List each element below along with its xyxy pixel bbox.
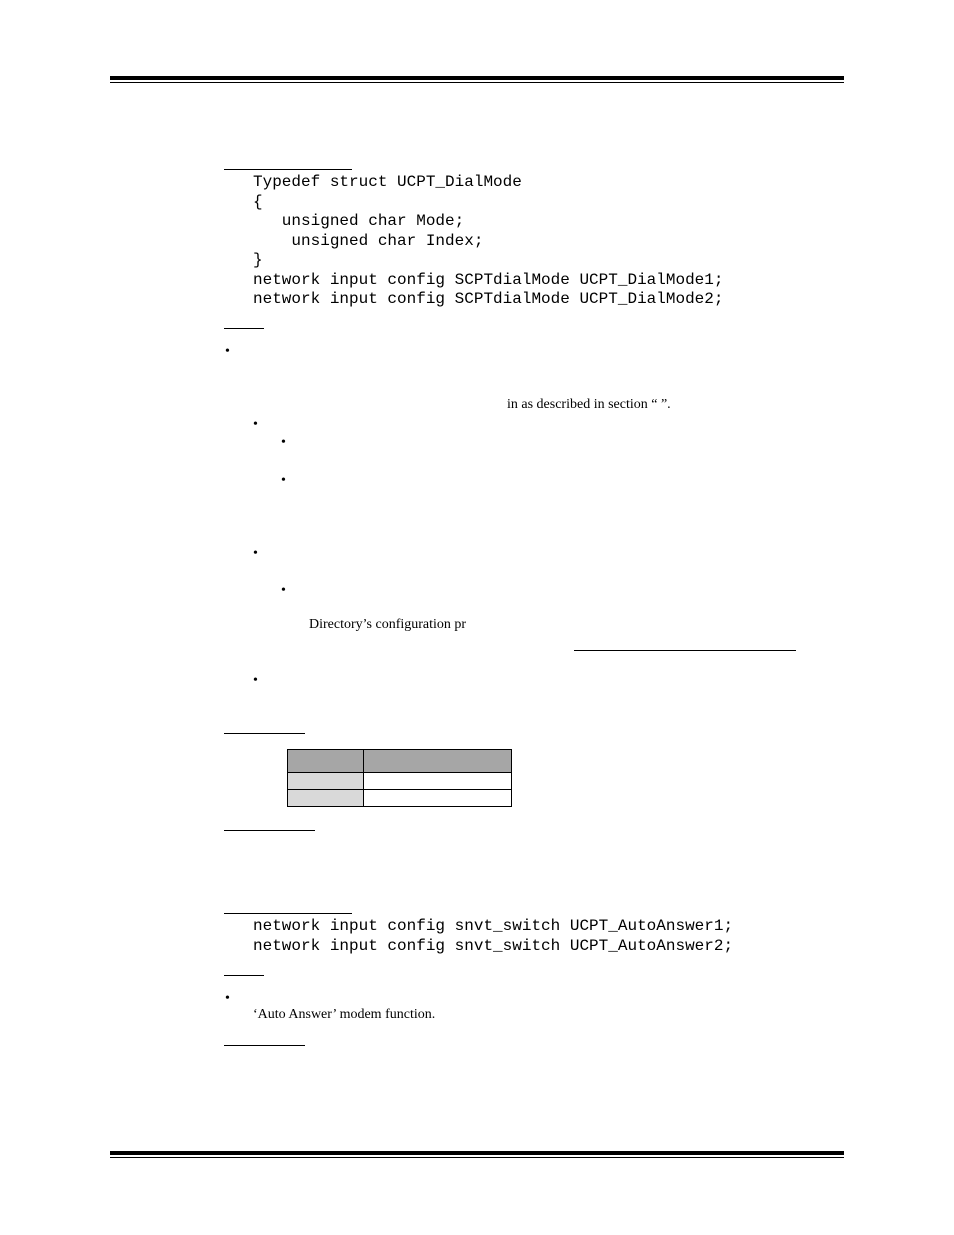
values-heading-underline — [224, 1045, 305, 1046]
code-line: network input config snvt_switch UCPT_AutoAnswer1; — [253, 917, 734, 935]
bullet-icon: • — [225, 344, 230, 359]
bullet-icon: • — [225, 991, 230, 1006]
link-underline — [574, 650, 796, 651]
bullet-icon: • — [253, 673, 258, 688]
bullet-icon: • — [253, 417, 258, 432]
default-heading-underline — [224, 830, 315, 831]
code-line: { — [253, 192, 263, 211]
autoanswer-code-block — [253, 917, 733, 956]
table-row — [288, 790, 512, 807]
table-cell — [288, 790, 364, 807]
footer-rule — [110, 1151, 844, 1155]
table-header-row — [288, 750, 512, 773]
footer-rule-thin — [110, 1157, 844, 1158]
code-line: } — [253, 251, 263, 269]
table-cell — [364, 750, 512, 773]
table-cell — [288, 750, 364, 773]
code-line: Typedef struct UCPT_DialMode — [253, 173, 522, 191]
code-line: unsigned char Index; — [253, 231, 484, 250]
dialmode-code-block — [253, 173, 723, 310]
directory-text: Directory’s configuration pr — [309, 617, 467, 632]
bullet-icon: • — [281, 435, 286, 450]
syntax-heading-underline — [224, 169, 352, 170]
auto-answer-text: ‘Auto Answer’ modem function. — [253, 1007, 436, 1022]
code-line: network input config SCPTdialMode UCPT_DialMode1; — [253, 270, 724, 289]
table-cell — [364, 773, 512, 790]
values-heading-underline — [224, 733, 305, 734]
table-cell — [364, 790, 512, 807]
syntax-heading-underline — [224, 913, 352, 914]
table-cell — [288, 773, 364, 790]
values-table — [287, 749, 512, 807]
code-line: network input config snvt_switch UCPT_AutoAnswer2; — [253, 936, 734, 955]
code-line: unsigned char Mode; — [253, 212, 465, 230]
section-reference-text: in as described in section “ ”. — [507, 397, 671, 412]
bullet-icon: • — [253, 546, 258, 561]
notes-heading-underline — [224, 975, 264, 976]
bullet-icon: • — [281, 583, 286, 598]
bullet-icon: • — [281, 473, 286, 488]
header-rule — [110, 76, 844, 80]
code-line: network input config SCPTdialMode UCPT_DialMode2; — [253, 290, 724, 308]
notes-heading-underline — [224, 328, 264, 329]
header-rule-thin — [110, 82, 844, 83]
table-row — [288, 773, 512, 790]
